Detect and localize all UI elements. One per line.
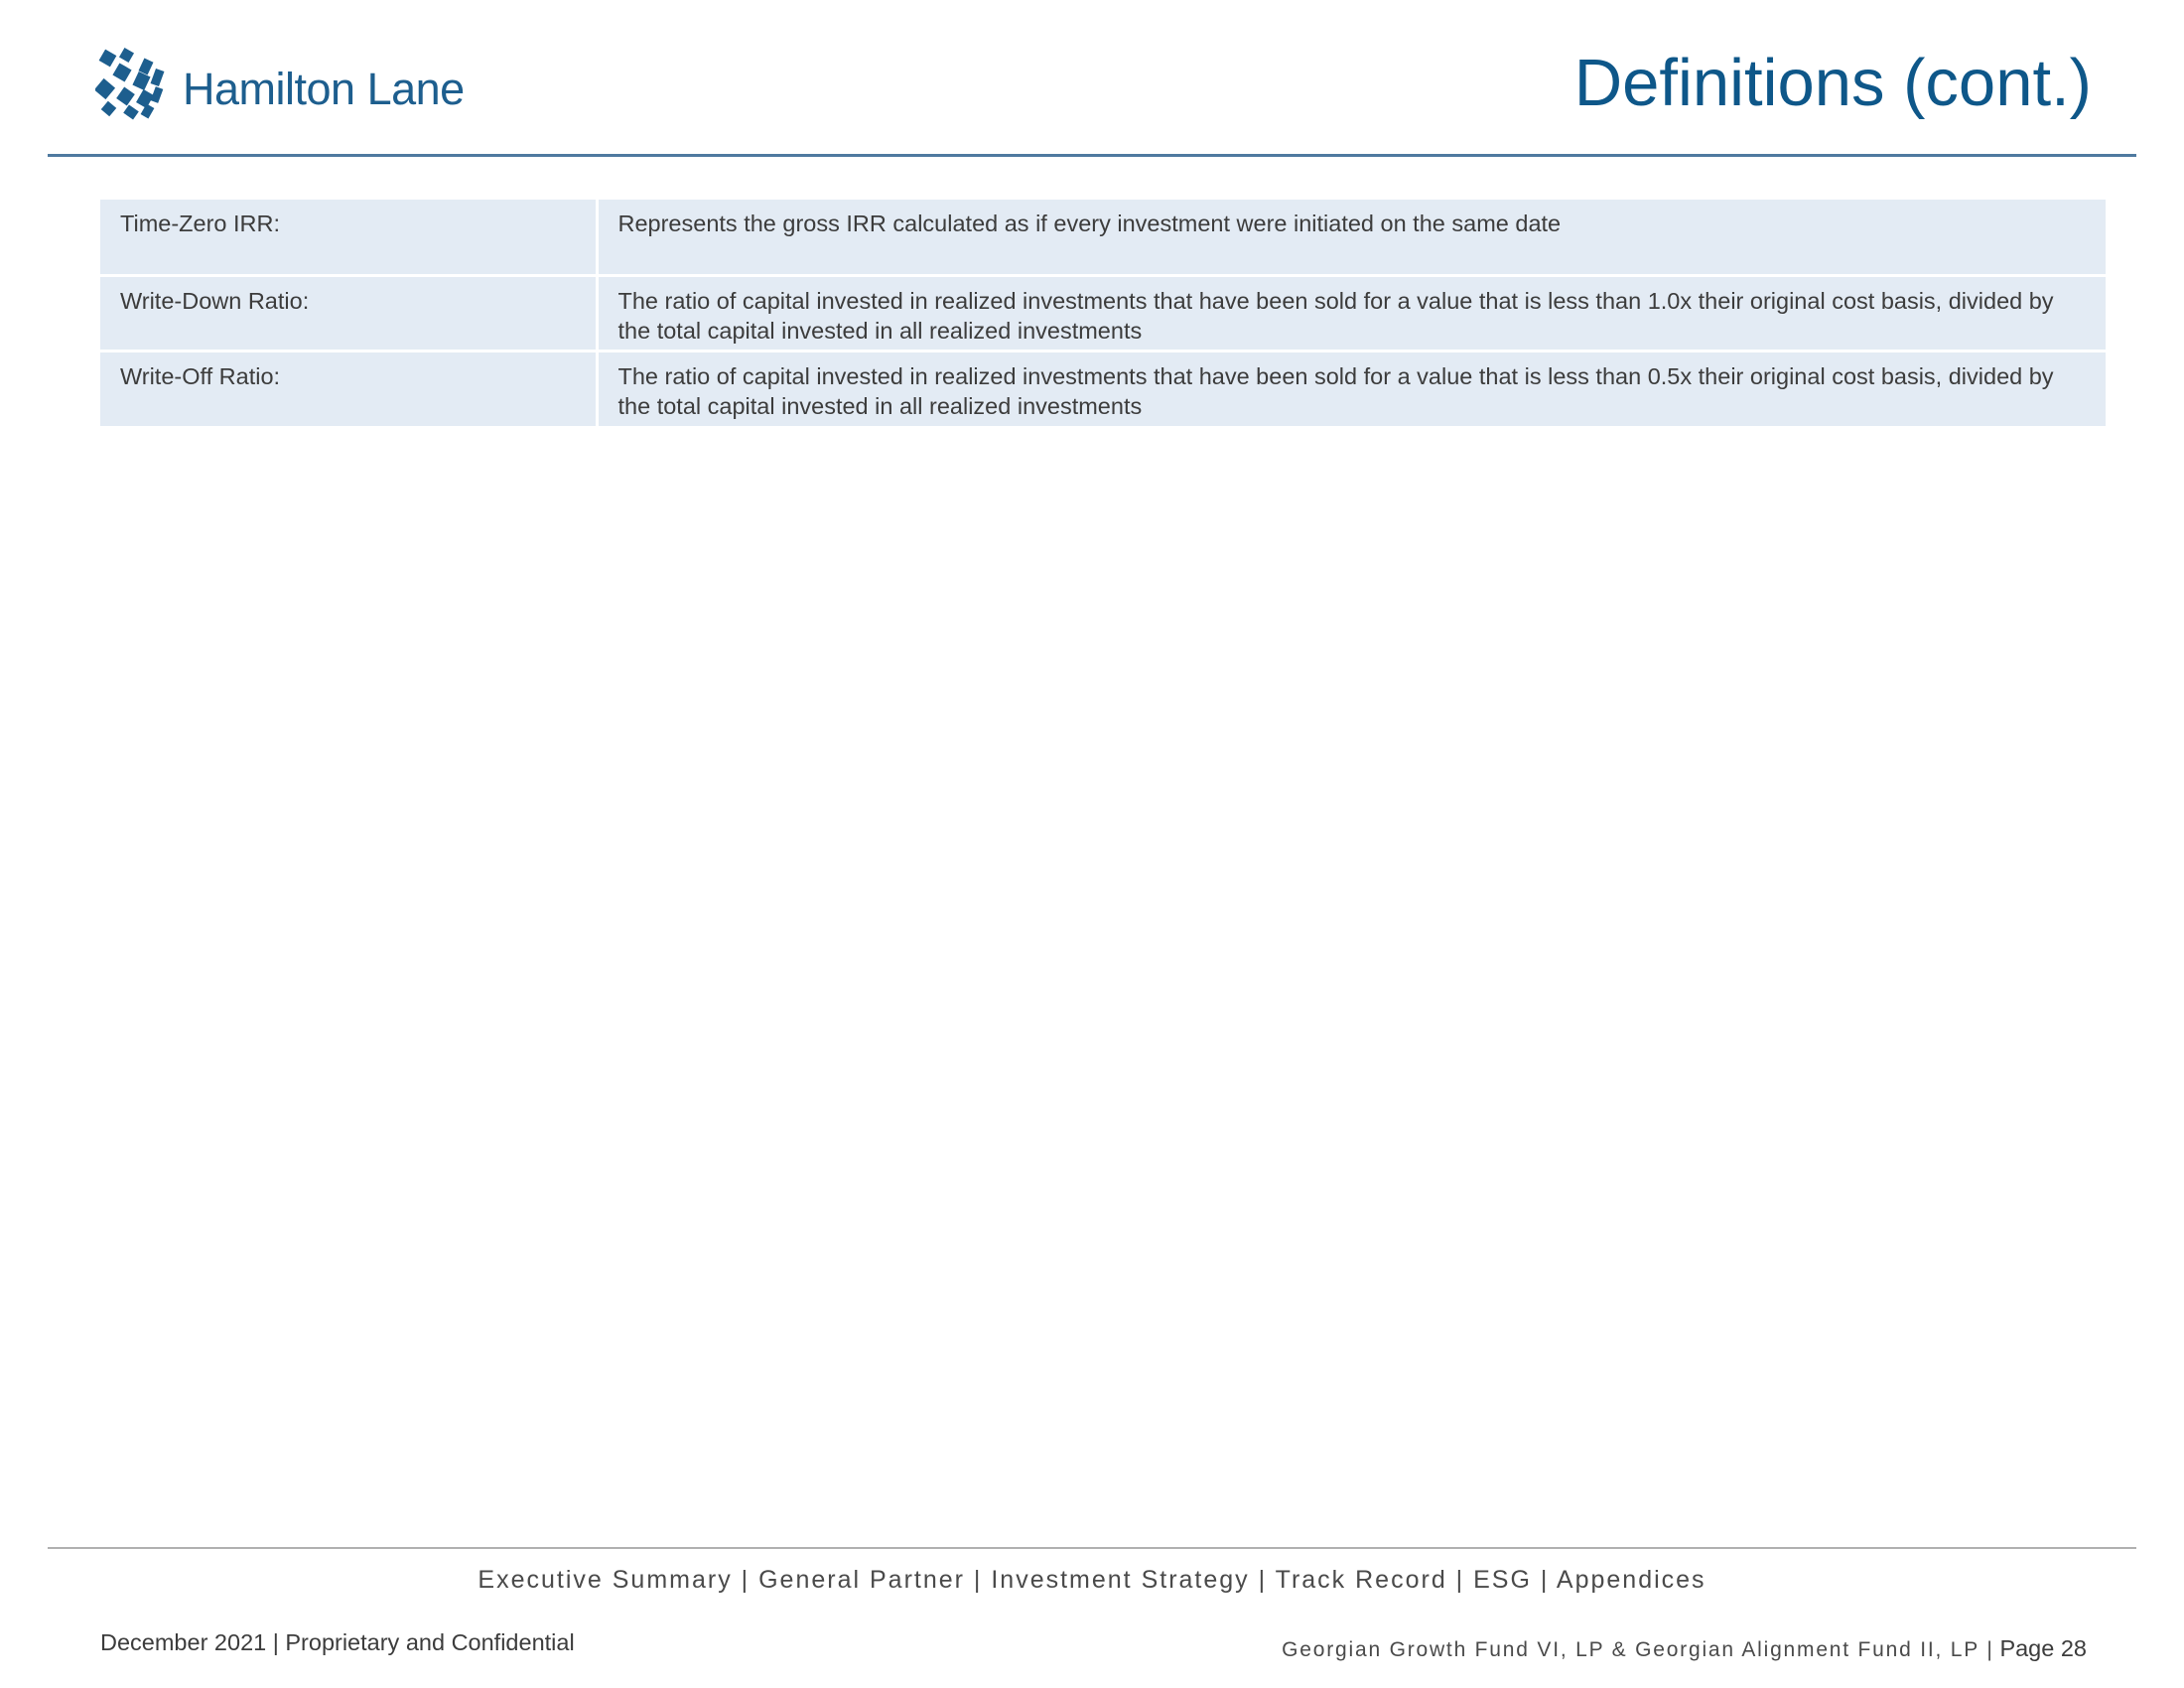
footer-fund-page	[1282, 1635, 2087, 1662]
table-row	[100, 275, 2106, 351]
definition-term: Write-Off Ratio:	[100, 351, 597, 426]
footer-section-nav[interactable]: Executive Summary | General Partner | Investment Strategy | Track Record | ESG | Appendices	[478, 1566, 1706, 1594]
hamilton-lane-logo	[95, 48, 465, 123]
definition-term: Time-Zero IRR:	[100, 200, 597, 275]
definition-text: Represents the gross IRR calculated as if every investment were initiated on the same date	[597, 200, 2106, 275]
logo-wordmark: Hamilton Lane	[183, 63, 465, 114]
definition-term: Write-Down Ratio:	[100, 275, 597, 351]
footer-fund-name: Georgian Growth Fund VI, LP & Georgian Alignment Fund II, LP |	[1282, 1638, 1994, 1661]
page-number: Page 28	[1999, 1635, 2087, 1661]
header-divider	[48, 154, 2136, 157]
definition-text: The ratio of capital invested in realized investments that have been sold for a value that is less than 0.5x their original cost basis, divided by the total capital invested in all realized investments	[597, 351, 2106, 426]
footer-divider	[48, 1547, 2136, 1549]
table-row	[100, 351, 2106, 426]
table-row	[100, 200, 2106, 275]
definition-text: The ratio of capital invested in realized investments that have been sold for a value that is less than 1.0x their original cost basis, divided by the total capital invested in all realized investments	[597, 275, 2106, 351]
definitions-table	[100, 200, 2106, 426]
hamilton-lane-logo-icon	[95, 48, 167, 123]
page-title: Definitions (cont.)	[1573, 46, 2092, 120]
footer-date-confidential: December 2021 | Proprietary and Confidential	[100, 1629, 575, 1655]
